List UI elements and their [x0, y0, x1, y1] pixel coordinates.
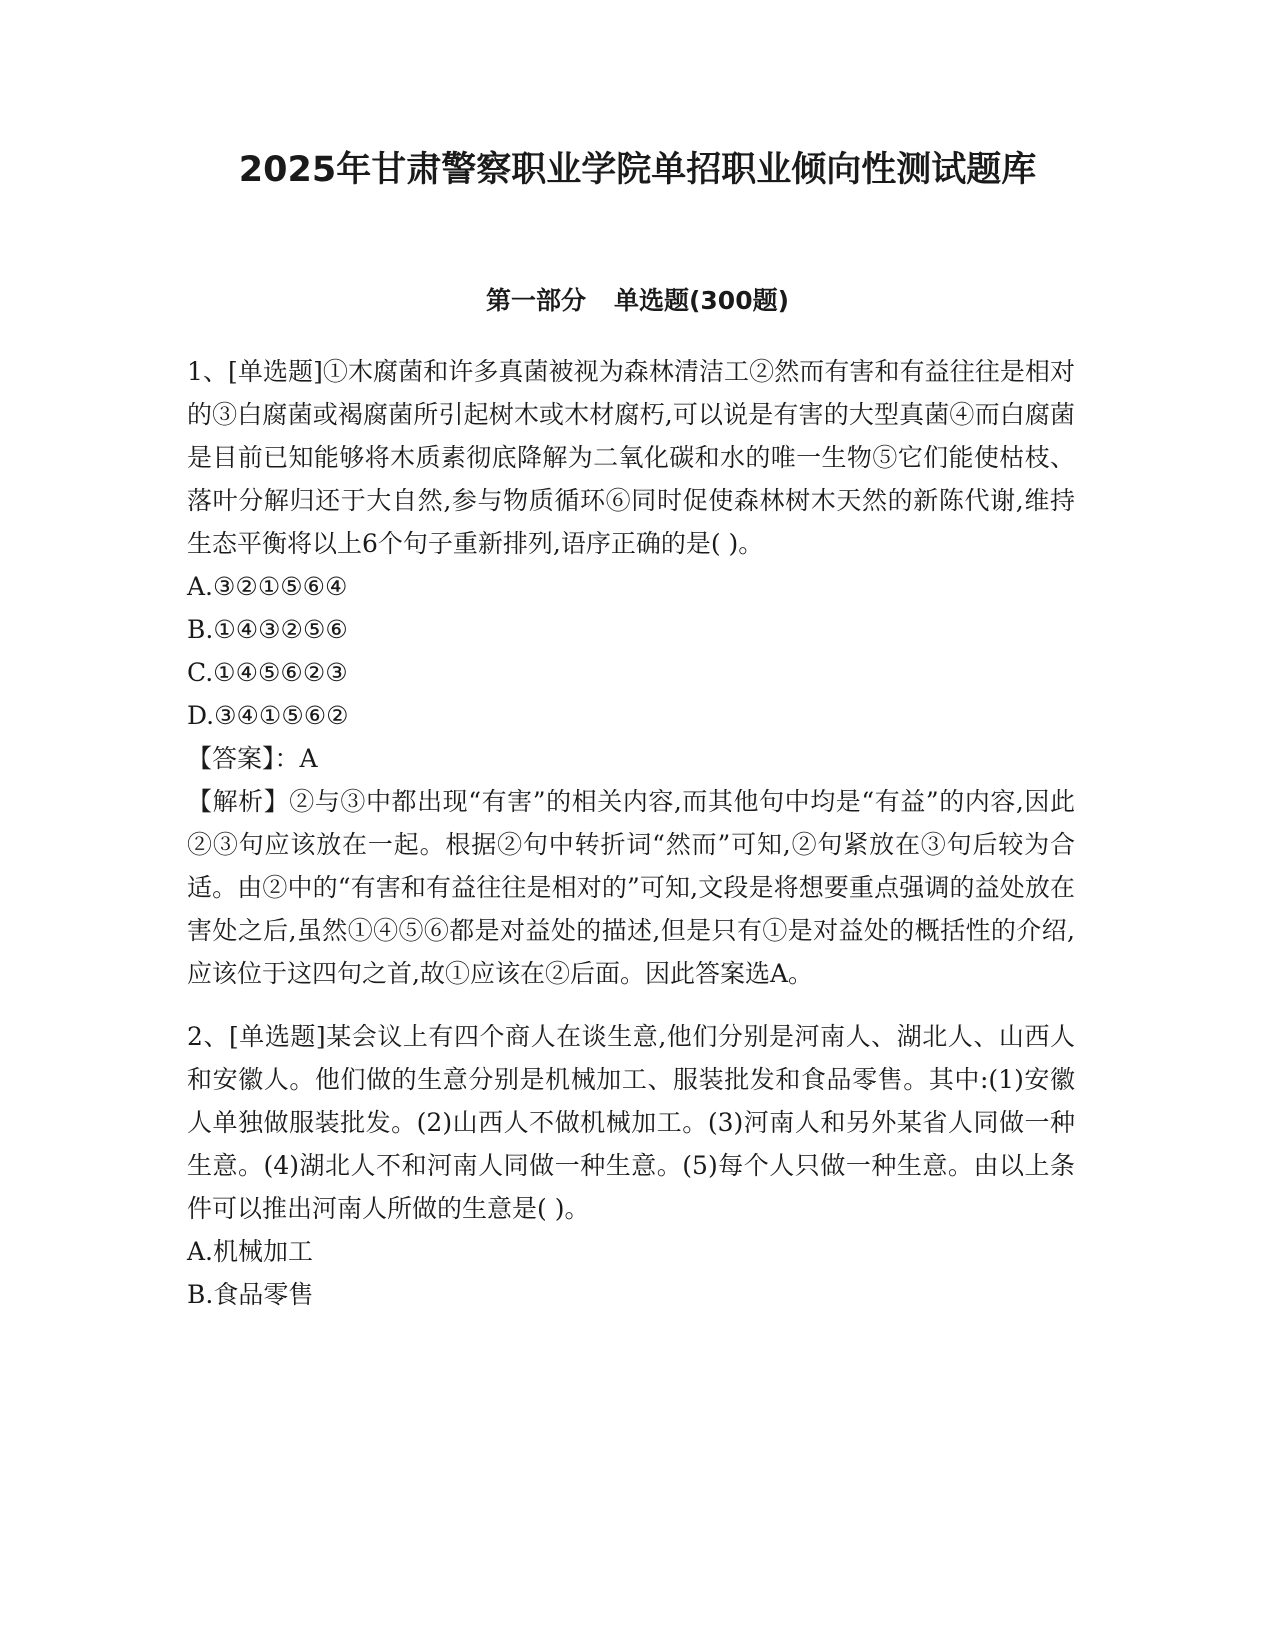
answer-line: 【答案】：A: [187, 744, 318, 773]
analysis-text: 【解析】②与③中都出现“有害”的相关内容,而其他句中均是“有益”的内容,因此②③句应该放在一起。根据②句中转折词“然而”可知,②句紧放在③句后较为合适。由②中的“有害和有益往往是相对的”可知,文段是将想要重点强调的益处放在害处之后,虽然①④⑤⑥都是对益处的描述,但是只有①是对益处的概括性的介绍,应该位于这四句之首,故①应该在②后面。因此答案选A。: [187, 787, 1075, 988]
question-stem: 1、[单选题]①木腐菌和许多真菌被视为森林清洁工②然而有害和有益往往是相对的③白腐菌或褐腐菌所引起树木或木材腐朽,可以说是有害的大型真菌④而白腐菌是目前已知能够将木质素彻底降解为二氧化碳和水的唯一生物⑤它们能使枯枝、落叶分解归还于大自然,参与物质循环⑥同时促使森林树木天然的新陈代谢,维持生态平衡将以上6个句子重新排列,语序正确的是( )。: [187, 357, 1075, 558]
section-name: 单选题(300题): [613, 286, 790, 315]
option-b: B.食品零售: [187, 1280, 314, 1309]
option-a: A.机械加工: [187, 1237, 314, 1266]
document-title: 2025年甘肃警察职业学院单招职业倾向性测试题库: [238, 150, 1037, 190]
question-1: [187, 350, 1075, 995]
section-part: 第一部分: [485, 286, 586, 315]
option-list: [187, 1230, 1075, 1316]
option-b: B.①④③②⑤⑥: [187, 615, 348, 644]
option-list: [187, 565, 1075, 737]
option-a: A.③②①⑤⑥④: [187, 572, 348, 601]
option-d: D.③④①⑤⑥②: [187, 701, 349, 730]
section-heading: [0, 284, 1275, 318]
question-stem: 2、[单选题]某会议上有四个商人在谈生意,他们分别是河南人、湖北人、山西人和安徽人。他们做的生意分别是机械加工、服装批发和食品零售。其中:(1)安徽人单独做服装批发。(2)山西人不做机械加工。(3)河南人和另外某省人同做一种生意。(4)湖北人不和河南人同做一种生意。(5)每个人只做一种生意。由以上条件可以推出河南人所做的生意是( )。: [187, 1022, 1075, 1223]
question-list: [187, 350, 1075, 1336]
question-2: [187, 1015, 1075, 1316]
option-c: C.①④⑤⑥②③: [187, 658, 348, 687]
